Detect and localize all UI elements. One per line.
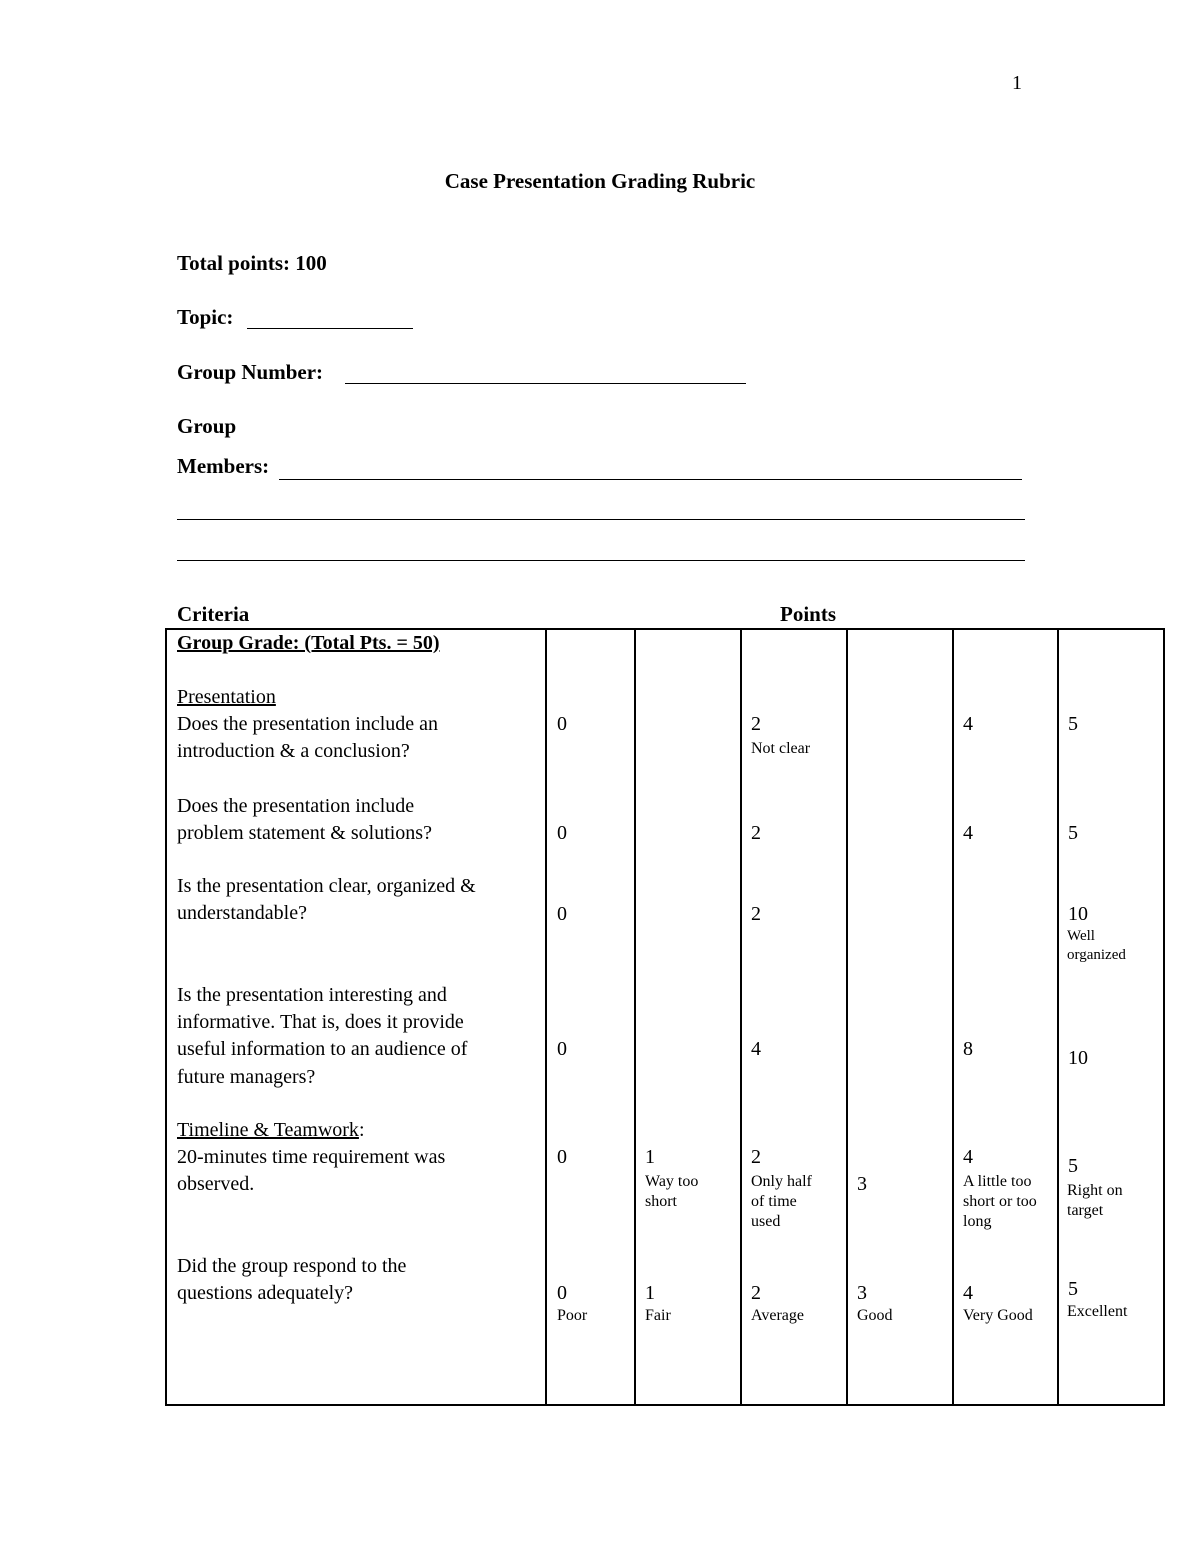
- score-value: 10: [1068, 1047, 1088, 1069]
- score-value: 10: [1068, 903, 1088, 925]
- criterion-text: questions adequately?: [177, 1282, 354, 1304]
- score-value: 0: [557, 903, 567, 925]
- criterion-text: Is the presentation clear, organized &: [177, 875, 476, 897]
- score-value: 4: [963, 1282, 973, 1304]
- score-value: 0: [557, 822, 567, 844]
- criterion-text: Is the presentation interesting and: [177, 984, 447, 1006]
- criterion-text: problem statement & solutions?: [177, 822, 432, 844]
- score-value: 3: [857, 1282, 867, 1304]
- score-note: Good: [857, 1307, 893, 1324]
- criterion-text: understandable?: [177, 902, 307, 924]
- score-value: 2: [751, 903, 761, 925]
- score-note: Excellent: [1067, 1303, 1128, 1320]
- score-note: Only half: [751, 1173, 812, 1190]
- criterion-text: 20-minutes time requirement was: [177, 1146, 446, 1168]
- page-number: 1: [1012, 72, 1022, 94]
- group-grade-heading: Group Grade: (Total Pts. = 50): [177, 632, 440, 654]
- timeline-heading-text: Timeline & Teamwork: [177, 1119, 359, 1141]
- score-value: 0: [557, 1282, 567, 1304]
- column-divider: [1057, 628, 1059, 1406]
- score-value: 4: [963, 1146, 973, 1168]
- score-value: 4: [963, 822, 973, 844]
- criterion-text: introduction & a conclusion?: [177, 740, 410, 762]
- criteria-header: Criteria: [177, 602, 250, 626]
- topic-blank[interactable]: [247, 328, 413, 329]
- criterion-text: Did the group respond to the: [177, 1255, 407, 1277]
- score-note: short or too: [963, 1193, 1037, 1210]
- total-points-label: Total points: 100: [177, 251, 327, 275]
- points-header: Points: [780, 602, 837, 626]
- score-note: Right on: [1067, 1182, 1123, 1199]
- score-note: short: [645, 1193, 677, 1210]
- criterion-text: future managers?: [177, 1066, 316, 1088]
- score-note: target: [1067, 1202, 1104, 1219]
- column-divider: [952, 628, 954, 1406]
- score-value: 5: [1068, 822, 1078, 844]
- score-value: 2: [751, 1146, 761, 1168]
- score-value: 4: [751, 1038, 761, 1060]
- group-members-blank-2[interactable]: [177, 519, 1025, 520]
- score-note: Poor: [557, 1307, 588, 1324]
- score-value: 1: [645, 1282, 655, 1304]
- score-value: 0: [557, 1146, 567, 1168]
- criterion-text: observed.: [177, 1173, 255, 1195]
- score-value: 2: [751, 822, 761, 844]
- topic-label: Topic:: [177, 305, 234, 329]
- group-members-label-line2: Members:: [177, 454, 270, 478]
- criterion-text: informative. That is, does it provide: [177, 1011, 464, 1033]
- score-note: Very Good: [963, 1307, 1033, 1324]
- group-members-blank-3[interactable]: [177, 560, 1025, 561]
- score-value: 1: [645, 1146, 655, 1168]
- score-value: 8: [963, 1038, 973, 1060]
- score-value: 3: [857, 1173, 867, 1195]
- score-note: Fair: [645, 1307, 671, 1324]
- score-value: 0: [557, 1038, 567, 1060]
- group-members-blank-1[interactable]: [279, 479, 1022, 480]
- criterion-text: useful information to an audience of: [177, 1038, 468, 1060]
- score-note: A little too: [963, 1173, 1032, 1190]
- score-value: 5: [1068, 1155, 1078, 1177]
- score-value: 5: [1068, 713, 1078, 735]
- timeline-section-heading: [177, 1117, 365, 1144]
- score-note: Well: [1067, 928, 1095, 944]
- score-note: Way too: [645, 1173, 699, 1190]
- score-value: 4: [963, 713, 973, 735]
- column-divider: [545, 628, 547, 1406]
- column-divider: [634, 628, 636, 1406]
- group-number-label: Group Number:: [177, 360, 324, 384]
- presentation-section-heading: Presentation: [177, 686, 276, 708]
- score-value: 5: [1068, 1278, 1078, 1300]
- timeline-heading-colon: :: [358, 1119, 365, 1141]
- score-note: of time: [751, 1193, 797, 1210]
- score-value: 2: [751, 1282, 761, 1304]
- column-divider: [740, 628, 742, 1406]
- group-number-blank[interactable]: [345, 383, 746, 384]
- score-note: Average: [751, 1307, 804, 1324]
- group-members-label-line1: Group: [177, 414, 237, 438]
- page-title: Case Presentation Grading Rubric: [444, 169, 756, 193]
- criterion-text: Does the presentation include: [177, 795, 415, 817]
- score-note: organized: [1067, 947, 1126, 963]
- score-note: used: [751, 1213, 781, 1230]
- column-divider: [846, 628, 848, 1406]
- score-note: Not clear: [751, 740, 811, 757]
- criterion-text: Does the presentation include an: [177, 713, 439, 735]
- score-value: 0: [557, 713, 567, 735]
- score-note: long: [963, 1213, 992, 1230]
- score-value: 2: [751, 713, 761, 735]
